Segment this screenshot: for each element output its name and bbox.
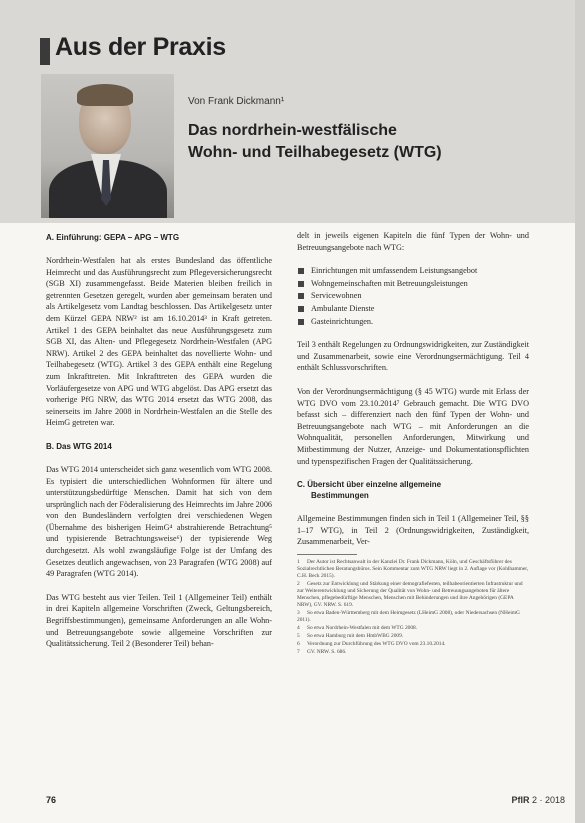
paragraph-c: Allgemeine Bestimmungen finden sich in Teil 1 (Allgemeiner Teil, §§ 1–17 WTG), in Teil 2 (Ordnungswidrigkeiten, Zuständigkeit, Zusammenarbeit, Ver- [297,514,529,547]
footnote: 7 GV. NRW. S. 686. [297,648,347,655]
author-byline: Von Frank Dickmann¹ [188,96,285,107]
list-item: Einrichtungen mit umfassendem Leistungsangebot [297,265,529,277]
list-item: Wohngemeinschaften mit Betreuungsleistungen [297,278,529,290]
heading-c [297,479,529,501]
heading-c-line-1: C. Übersicht über einzelne allgemeine [297,480,442,490]
footnote: 3 So etwa Baden-Württemberg mit dem Heimgesetz (LHeimG 2008), oder Niedersachsen (NHeimG 2011). [297,609,520,623]
footnotes [297,559,529,656]
paragraph-b1: Das WTG 2014 unterscheidet sich ganz wesentlich vom WTG 2008. Es typisiert die unterschiedlichen Wohnformen für ältere und unterstützungsbedürftige Menschen. Damit hat sich von dem ursprünglich nach der Föderalisierung des Heimrechts im Jahre 2006 von den Bundesländern verfolgten drei verschiedenen Wegen (Übernahme des bisherigen HeimG⁴ abstrahierende Betrachtung⁵ und typisierende Betrachtungsweise⁶) der typisierende Weg durchgesetzt. Als wohl zwangsläufige Folge ist der Umfang des Gesetzes deutlich angewachsen, von 23 Paragrafen (WTG 2008) auf 49 Paragrafen (WTG 2014). [46,464,273,579]
author-photo [41,74,174,218]
journal-name: PflR [511,795,530,805]
heading-c-line-2: Bestimmungen [311,491,369,501]
section-title: Aus der Praxis [55,33,226,61]
footnote: 2 Gesetz zur Entwicklung und Stärkung einer demografiefesten, teilhabeorientierten Infrastruktur und zur Weiterentwicklung und Sicherung der Qualität von Wohn- und Betreuungsangeboten für ältere Menschen, pflegebedürftige Menschen, Menschen mit Behinderungen und ihre Angehörigen (GEPA NRW), GV. NRW. S. 619. [297,580,523,608]
left-column [46,232,272,662]
paragraph-b2: Das WTG besteht aus vier Teilen. Teil 1 (Allgemeiner Teil) enthält in drei Kapiteln allgemeine Vorschriften (Zweck, Geltungsbereich, Begriffsbestimmungen), gemeinsame Anforderungen an alle Wohn- und Betreuungsangebote sowie allgemeine Vorschriften zur Qualitätssicherung. Teil 2 (Besonderer Teil) behan- [46,592,272,649]
list-item: Servicewohnen [297,290,529,302]
paragraph-intro: delt in jeweils eigenen Kapiteln die fünf Typen der Wohn- und Betreuungsangebote nach WTG: [297,231,529,252]
headline-line-1: Das nordrhein-westfälische [188,122,397,139]
page-number: 76 [46,795,57,805]
paragraph-dvo: Von der Verordnungsermächtigung (§ 45 WTG) wurde mit Erlass der WTG DVO vom 23.10.2014⁷ Gebrauch gemacht. Die WTG DVO befasst sich – differenziert nach den fünf Typen der Wohn- und Betreuungsangebote nach WTG – mit Anforderungen an die Wohnqualität, personellen Anforderungen, Mitwirkung und Mitbestimmung der Nutzer, Anzeige- und Dokumentationspflichten und typenspezifischen Fragen der Qualitätssicherung. [297,386,529,466]
section-marker [40,38,50,65]
right-column [297,230,529,657]
footnote-rule [297,554,357,555]
paragraph-teil3: Teil 3 enthält Regelungen zu Ordnungswidrigkeiten, zur Zuständigkeit und Zusammenarbeit, sowie eine Verordnungsermächtigung. Teil 4 enthält Schlussvorschriften. [297,340,529,373]
article-headline [188,120,568,164]
journal-footer [511,795,565,805]
footnote: 6 Verordnung zur Durchführung des WTG DVO vom 23.10.2014. [297,640,446,647]
footnote: 4 So etwa Nordrhein-Westfalen mit dem WTG 2008. [297,624,418,631]
page-edge [575,0,585,823]
headline-line-2: Wohn- und Teilhabegesetz (WTG) [188,144,442,161]
heading-a: A. Einführung: GEPA – APG – WTG [46,233,180,242]
list-item: Gasteinrichtungen. [297,316,529,328]
list-item: Ambulante Dienste [297,303,529,315]
heading-b: B. Das WTG 2014 [46,441,112,451]
offer-type-list [297,265,529,327]
paragraph-a: Nordrhein-Westfalen hat als erstes Bundesland das öffentliche Heimrecht und das Ausführungsrecht zum Pflegeversicherungsrecht (SGB XI) zusammengefasst. Beide Materien bleiben freilich in getrennten Gesetzen geregelt, wurden aber gemeinsam beraten und als Artikelgesetz vom Landtag beschlossen. Das Artikelgesetz unter dem Kürzel GEPA NRW² ist am 16.10.2014³ in Kraft getreten. Artikel 1 des GEPA beinhaltet das neue Ausführungsgesetz zum SGB XI, das Alten- und Pflegegesetz Nordrhein-Westfalen (APG NRW). Artikel 2 des GEPA beinhaltet das novellierte Wohn- und Teilhabegesetz (WTG). Artikel 3 des GEPA enthält eine Regelung zum Inkrafttreten. Mit Inkrafttreten des GEPA wurden die Vorläufergesetze von APG und WTG abgelöst. Das APG ersetzt das vorherige PfG NRW, das WTG 2014 ersetzt das WTG 2008, das seinerseits im Jahre 2008 in Nordrhein-Westfalen an die Stelle des HeimG getreten war. [46,256,272,428]
footnote: 5 So etwa Hamburg mit dem HmbWBG 2009. [297,632,404,639]
footnote: 1 Der Autor ist Rechtsanwalt in der Kanzlei Dr. Frank Dickmann, Köln, und Geschäftsführer des Sozialrechtlichen Beratungsbüros. Sein Kommentar zum WTG NRW liegt in 2. Auflage vor (Kohlhammer, C.H. Beck 2015). [297,558,529,579]
journal-issue: 2 · 2018 [531,795,565,805]
